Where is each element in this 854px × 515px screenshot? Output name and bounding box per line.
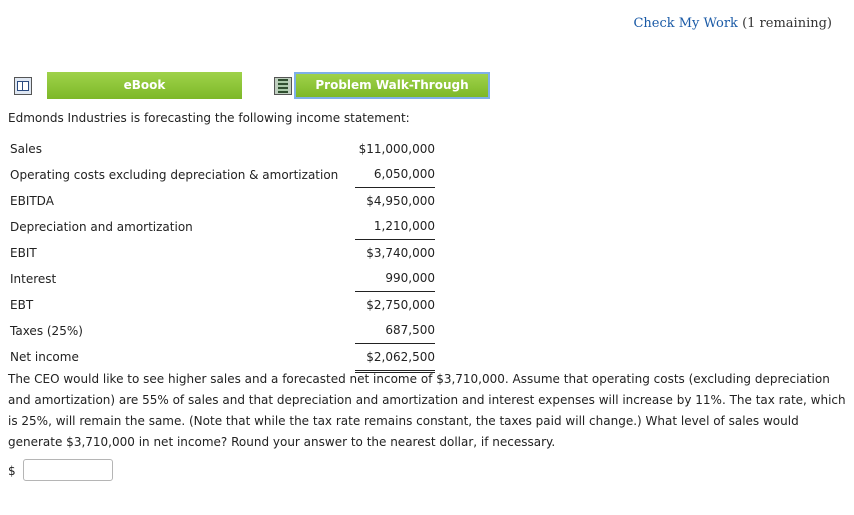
row-value: $2,062,500 (355, 344, 435, 372)
ebook-button[interactable]: eBook (47, 72, 242, 99)
row-value: $2,750,000 (366, 297, 435, 312)
book-icon[interactable] (14, 77, 32, 95)
check-my-work (633, 16, 832, 31)
table-row (10, 188, 435, 214)
row-label: Sales (10, 141, 42, 156)
table-row (10, 240, 435, 266)
row-label: EBITDA (10, 193, 54, 208)
row-value: 687,500 (355, 318, 435, 344)
table-row (10, 266, 435, 292)
film-icon[interactable] (274, 77, 292, 95)
row-label: Taxes (25%) (10, 323, 83, 338)
row-value: $4,950,000 (366, 193, 435, 208)
table-row (10, 292, 435, 318)
row-label: Net income (10, 350, 79, 365)
row-label: EBIT (10, 245, 37, 260)
table-row (10, 136, 435, 162)
currency-symbol: $ (8, 464, 16, 478)
table-row (10, 214, 435, 240)
intro-text: Edmonds Industries is forecasting the following income statement: (8, 111, 410, 125)
row-value: $11,000,000 (358, 141, 435, 156)
check-my-work-link[interactable]: Check My Work (633, 16, 738, 31)
table-row (10, 344, 435, 372)
table-row (10, 318, 435, 344)
row-label: Operating costs excluding depreciation & amortization (10, 167, 339, 182)
question-text: The CEO would like to see higher sales and a forecasted net income of $3,710,000. Assume that operating costs (excluding depreciation and amortization) are 55% of sales and that depreciation and amortization and interest expenses will increase by 11%. The tax rate, which is 25%, will remain the same. (Note that while the tax rate remains constant, the taxes paid will change.) What level of sales would generate $3,710,000 in net income? Round your answer to the nearest dollar, if necessary. (8, 372, 846, 449)
row-label: Interest (10, 271, 57, 286)
row-value: 1,210,000 (355, 214, 435, 240)
answer-input[interactable] (23, 459, 113, 481)
remaining-attempts: (1 remaining) (742, 16, 832, 31)
row-label: Depreciation and amortization (10, 219, 193, 234)
row-value: $3,740,000 (366, 245, 435, 260)
problem-walkthrough-button[interactable]: Problem Walk-Through (294, 72, 490, 99)
income-statement-table (10, 136, 435, 373)
row-value: 990,000 (355, 266, 435, 292)
table-row (10, 162, 435, 188)
row-value: 6,050,000 (355, 162, 435, 188)
row-label: EBT (10, 297, 34, 312)
